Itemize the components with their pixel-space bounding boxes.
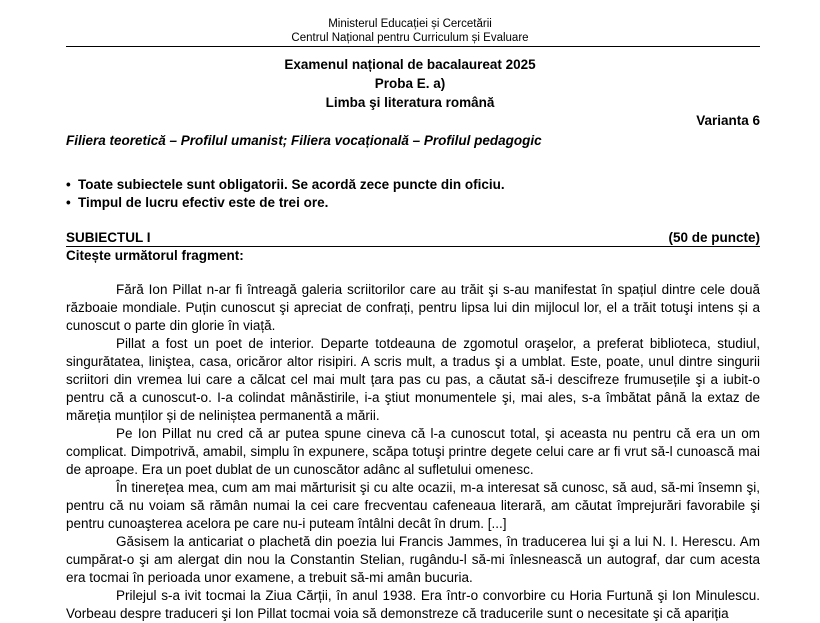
paragraph: Fără Ion Pillat n-ar fi întreagă galeria scriitorilor care au trăit şi s-au manifestat în spațiul dintre cele două războaie mondiale. Puțin cunoscut şi apreciat de confrați, pentru lipsa lui din mijlocul lor, el a trăit totuşi intens și a cunoscut o parte din glorie în viață. [66,282,760,333]
variant-label: Varianta 6 [696,113,760,128]
paragraph: Pe Ion Pillat nu cred că ar putea spune cineva că l-a cunoscut total, şi aceasta nu pentru că era un om complicat. Dimpotrivă, amabil, simplu în expunere, scăpa totuşi printre degete celui care ar fi vrut să-l cunoască mai de aproape. Era un poet dublat de un cunoscător adânc al sufletului omenesc. [66,426,760,477]
paragraph: Pillat a fost un poet de interior. Departe totdeauna de zgomotul oraşelor, a preferat biblioteca, studiul, singurătatea, liniştea, casa, oricăror altor risipiri. A scris mult, a tradus şi a umblat. Este, poate, unul dintre singurii scriitori din vremea lui care a călcat cel mai mult țara pas cu pas, a căutat să-i descifreze frumusețile şi a iubit-o pentru că a cunoscut-o. I-a colindat mânăstirile, i-a ştiut monumentele şi, mai ales, s-a îmbătat până la extaz de măreția munților și de neliniștea permanentă a mării. [66,336,760,423]
exam-proba: Proba E. a) [374,76,446,91]
instruction-item [66,194,328,212]
fragment-text [66,281,760,623]
exam-title: Examenul național de bacalaureat 2025 [284,57,536,72]
section-points: (50 de puncte) [668,230,760,245]
section-header [66,230,760,246]
paragraph: Găsisem la anticariat o plachetă din poezia lui Francis Jammes, în traducerea lui şi a lui N. I. Herescu. Am cumpărat-o şi am alergat din nou la Constantin Stelian, rugându-l să-mi înlesnească un autograf, dar cum acesta era tocmai în perioada unor examene, a trebuit să-mi amân bucuria. [66,534,760,585]
instruction-item [66,176,505,194]
filiera-profile: Filiera teoretică – Profilul umanist; Filiera vocațională – Profilul pedagogic [66,133,542,148]
header-divider [66,46,760,47]
bullet-icon: • [66,177,71,192]
exam-subject: Limba şi literatura română [325,95,495,110]
instruction-text: Toate subiectele sunt obligatorii. Se acordă zece puncte din oficiu. [78,177,505,192]
section-divider [66,246,760,247]
ministry-name: Ministerul Educației și Cercetării [328,18,492,30]
center-name: Centrul Național pentru Curriculum și Evaluare [291,32,529,44]
section-name: SUBIECTUL I [66,230,151,245]
paragraph: În tinerețea mea, cum am mai mărturisit şi cu alte ocazii, m-a interesat să cunosc, să aud, să-mi însemn şi, pentru că nu voiam să rămân numai la cei care frecventau cafeneaua literară, am căutat împrejurări favorabile şi pentru cunoaşterea acelora pe care nu-i puteam întâlni decât în drum. [...] [66,480,760,531]
paragraph: Prilejul s-a ivit tocmai la Ziua Cărții, în anul 1938. Era într-o convorbire cu Horia Furtună şi Ion Minulescu. Vorbeau despre traduceri şi Ion Pillat tocmai voia să demonstreze că traducerile sunt o necesitate şi că apariția [66,588,760,621]
section-prompt: Citește următorul fragment: [66,248,244,263]
instruction-text: Timpul de lucru efectiv este de trei ore. [78,195,329,210]
bullet-icon: • [66,195,71,210]
